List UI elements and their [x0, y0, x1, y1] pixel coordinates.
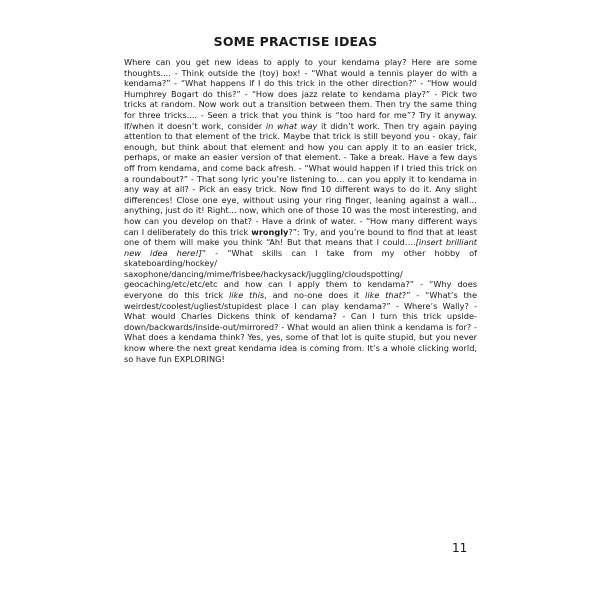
emphasis-text: like this [229, 290, 265, 301]
emphasis-text: [insert brilliant new idea here!] [124, 237, 477, 258]
body-paragraph [124, 57, 477, 364]
text-segment: Where can you get new ideas to apply to your kendama play? Here are some thoughts.... - Think outside the (toy) box! - “What would a tennis player do with a kendama?” - “What happens if I do this trick in the other direction?” - “How would Humphrey Bogart do this?” - “How does jazz relate to kendama play?” - Pick two tricks at random. Now work out a transition between them. Then try the same thing for three tricks.... - Seen a trick that you think is “too hard for me”? Try it anyway. If/when it doesn’t work, consider [124, 57, 477, 131]
emphasis-text: like that [365, 290, 402, 301]
text-segment: ?”: Try, and you’re bound to find that at least one of them will make you think “Ah! But that means that I could…. [124, 226, 477, 248]
page-number: 11 [452, 541, 468, 555]
text-segment: ” - “What skills can I take from my other hobby of skateboarding/hockey/ saxophone/dancing/mime/frisbee/hackysack/juggling/cloudspotting/ geocaching/etc/etc/etc and how can I apply them to kendama?” - “Why does everyone do this trick [124, 247, 477, 301]
text-segment: , and no-one does it [264, 290, 366, 301]
page-title: SOME PRACTISE IDEAS [213, 34, 378, 49]
text-segment: ?” - “What’s the weirdest/coolest/ugliest/stupidest place I can play kendama?” - Where’s Wally? - What would Charles Dickens think of kendama? - Can I turn this trick upside-down/backwards/inside-out/mirrored? - What would an alien think a kendama is for? - What does a kendama think? Yes, yes, some of that lot is quite stupid, but you never know where the next great kendama idea is coming from. It’s a whole clicking world, so have fun EXPLORING! [124, 290, 477, 364]
bold-text: wrongly [251, 226, 289, 237]
emphasis-text: in what way [265, 120, 318, 131]
text-segment: it didn’t work. Then try again paying attention to that element of the trick. Maybe that trick is still beyond you - okay, fair enough, but think about that element and how you can apply it to an easier trick, perhaps, or make an easier version of that element. - Take a break. Have a few days off from kendama, and come back afresh. - “What would happen if I tried this trick on a roundabout?” - That song lyric you’re listening to… can you apply it to kendama in any way at all? - Pick an easy trick. Now find 10 different ways to do it. Any slight differences! Close one eye, without using your ring finger, leaning against a wall… anything, just do it! Right... now, which one of those 10 was the most interesting, and how can you develop on that? - Have a drink of water. - “How many different ways can I deliberately do this trick [124, 120, 478, 237]
